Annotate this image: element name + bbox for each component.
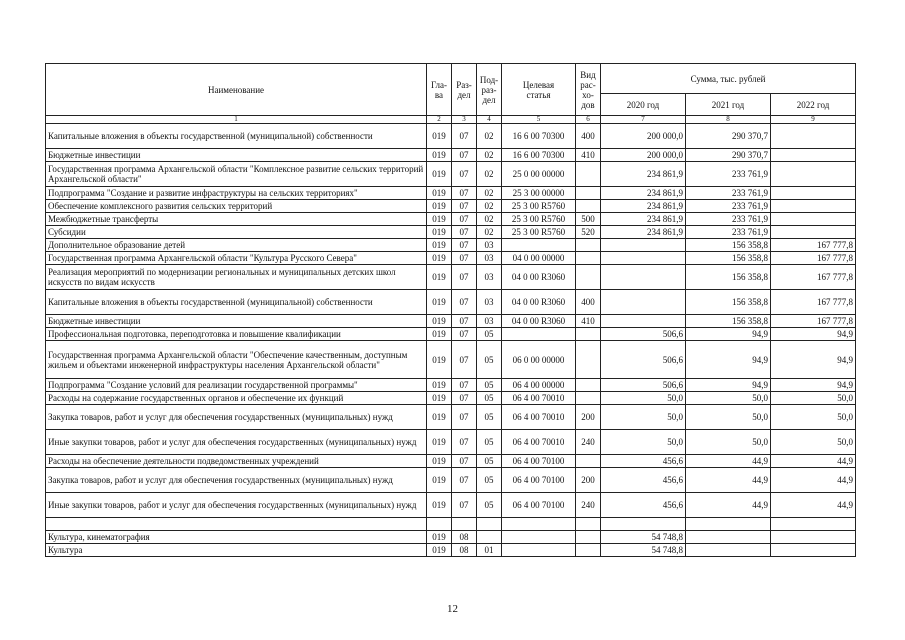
row-vid-raskhodov: 410 (576, 149, 601, 162)
row-name: Межбюджетные трансферты (46, 213, 427, 226)
row-sum-2020: 234 861,9 (601, 200, 686, 213)
row-sum-2021: 156 358,8 (686, 239, 771, 252)
row-sum-2022: 94,9 (771, 328, 856, 341)
row-vid-raskhodov (576, 200, 601, 213)
row-sum-2020 (601, 252, 686, 265)
table-row (46, 239, 856, 252)
row-glava: 019 (427, 200, 452, 213)
row-name: Обеспечение комплексного развития сельских территорий (46, 200, 427, 213)
row-sum-2020: 456,6 (601, 493, 686, 518)
row-tselevaya-statya: 16 6 00 70300 (502, 149, 576, 162)
row-sum-2022: 94,9 (771, 341, 856, 379)
row-name: Расходы на содержание государственных органов и обеспечение их функций (46, 392, 427, 405)
row-vid-raskhodov: 240 (576, 493, 601, 518)
row-sum-2021 (686, 531, 771, 544)
row-glava: 019 (427, 265, 452, 290)
row-glava: 019 (427, 531, 452, 544)
row-sum-2020: 50,0 (601, 430, 686, 455)
row-sum-2020: 50,0 (601, 405, 686, 430)
row-razdel: 07 (452, 124, 477, 149)
row-sum-2022 (771, 149, 856, 162)
header-row-top (46, 64, 856, 94)
row-tselevaya-statya: 04 0 00 R3060 (502, 315, 576, 328)
row-sum-2020 (601, 518, 686, 531)
row-razdel: 07 (452, 430, 477, 455)
row-sum-2022 (771, 200, 856, 213)
row-tselevaya-statya: 04 0 00 00000 (502, 252, 576, 265)
row-name: Государственная программа Архангельской области "Обеспечение качественным, доступным жильем и объектами инженерной инфраструктуры населения Архангельской области" (46, 341, 427, 379)
row-sum-2020 (601, 315, 686, 328)
row-podrazdel: 03 (477, 265, 502, 290)
row-sum-2022: 44,9 (771, 493, 856, 518)
row-vid-raskhodov: 240 (576, 430, 601, 455)
row-glava: 019 (427, 149, 452, 162)
row-sum-2022 (771, 518, 856, 531)
row-name: Расходы на обеспечение деятельности подведомственных учреждений (46, 455, 427, 468)
row-sum-2022: 44,9 (771, 468, 856, 493)
row-tselevaya-statya (502, 518, 576, 531)
row-sum-2020: 234 861,9 (601, 187, 686, 200)
column-index: 4 (477, 116, 502, 124)
row-glava: 019 (427, 328, 452, 341)
row-podrazdel: 02 (477, 226, 502, 239)
row-name (46, 518, 427, 531)
row-razdel: 07 (452, 187, 477, 200)
row-glava: 019 (427, 430, 452, 455)
column-index: 9 (771, 116, 856, 124)
row-glava: 019 (427, 162, 452, 187)
row-vid-raskhodov (576, 187, 601, 200)
row-sum-2022: 50,0 (771, 405, 856, 430)
row-sum-2021: 156 358,8 (686, 265, 771, 290)
table-row (46, 213, 856, 226)
row-sum-2020: 456,6 (601, 455, 686, 468)
row-name: Закупка товаров, работ и услуг для обеспечения государственных (муниципальных) нужд (46, 468, 427, 493)
row-glava: 019 (427, 392, 452, 405)
row-glava: 019 (427, 239, 452, 252)
row-podrazdel: 02 (477, 213, 502, 226)
table-row (46, 124, 856, 149)
row-tselevaya-statya (502, 239, 576, 252)
row-name: Дополнительное образование детей (46, 239, 427, 252)
header-year-2020: 2020 год (601, 94, 686, 116)
row-sum-2021: 290 370,7 (686, 124, 771, 149)
row-razdel: 07 (452, 149, 477, 162)
table-row (46, 405, 856, 430)
row-razdel: 07 (452, 341, 477, 379)
table-body (46, 124, 856, 557)
row-vid-raskhodov: 400 (576, 124, 601, 149)
row-name: Капитальные вложения в объекты государственной (муниципальной) собственности (46, 124, 427, 149)
column-index: 2 (427, 116, 452, 124)
row-podrazdel: 03 (477, 315, 502, 328)
row-razdel: 07 (452, 213, 477, 226)
row-name: Иные закупки товаров, работ и услуг для обеспечения государственных (муниципальных) нужд (46, 493, 427, 518)
table-row (46, 544, 856, 557)
row-razdel: 07 (452, 162, 477, 187)
row-sum-2021: 233 761,9 (686, 162, 771, 187)
row-podrazdel: 05 (477, 493, 502, 518)
row-glava: 019 (427, 544, 452, 557)
row-vid-raskhodov (576, 252, 601, 265)
row-sum-2020: 200 000,0 (601, 149, 686, 162)
row-sum-2022 (771, 226, 856, 239)
table-row (46, 531, 856, 544)
row-tselevaya-statya: 06 4 00 70010 (502, 430, 576, 455)
row-podrazdel: 05 (477, 455, 502, 468)
table-row (46, 200, 856, 213)
row-vid-raskhodov (576, 531, 601, 544)
row-sum-2020: 50,0 (601, 392, 686, 405)
row-podrazdel: 03 (477, 290, 502, 315)
row-sum-2022: 44,9 (771, 455, 856, 468)
row-sum-2022 (771, 162, 856, 187)
row-razdel: 08 (452, 544, 477, 557)
row-glava: 019 (427, 213, 452, 226)
row-razdel: 07 (452, 468, 477, 493)
row-tselevaya-statya: 06 0 00 00000 (502, 341, 576, 379)
table-row (46, 379, 856, 392)
row-name: Культура (46, 544, 427, 557)
header-year-2022: 2022 год (771, 94, 856, 116)
row-vid-raskhodov: 520 (576, 226, 601, 239)
row-sum-2022 (771, 187, 856, 200)
row-razdel: 07 (452, 379, 477, 392)
row-name: Субсидии (46, 226, 427, 239)
row-razdel: 07 (452, 252, 477, 265)
row-sum-2021: 290 370,7 (686, 149, 771, 162)
row-sum-2020: 54 748,8 (601, 531, 686, 544)
row-vid-raskhodov: 200 (576, 468, 601, 493)
row-glava: 019 (427, 252, 452, 265)
header-tselevaya-statya: Целевая статья (502, 64, 576, 116)
row-podrazdel (477, 531, 502, 544)
row-sum-2021: 233 761,9 (686, 226, 771, 239)
row-sum-2022 (771, 213, 856, 226)
budget-table (45, 63, 856, 557)
row-vid-raskhodov: 500 (576, 213, 601, 226)
row-sum-2021: 50,0 (686, 430, 771, 455)
row-glava: 019 (427, 315, 452, 328)
row-razdel: 07 (452, 493, 477, 518)
row-name: Капитальные вложения в объекты государственной (муниципальной) собственности (46, 290, 427, 315)
row-sum-2022: 94,9 (771, 379, 856, 392)
row-name: Иные закупки товаров, работ и услуг для обеспечения государственных (муниципальных) нужд (46, 430, 427, 455)
table-row (46, 518, 856, 531)
row-vid-raskhodov (576, 518, 601, 531)
row-tselevaya-statya: 25 0 00 00000 (502, 162, 576, 187)
header-podrazdel: Под- раз- дел (477, 64, 502, 116)
row-sum-2021: 233 761,9 (686, 200, 771, 213)
row-tselevaya-statya: 04 0 00 R3060 (502, 265, 576, 290)
row-sum-2020: 234 861,9 (601, 162, 686, 187)
row-sum-2022: 167 777,8 (771, 252, 856, 265)
table-row (46, 468, 856, 493)
row-tselevaya-statya: 06 4 00 70010 (502, 405, 576, 430)
row-tselevaya-statya: 06 4 00 70100 (502, 455, 576, 468)
row-glava: 019 (427, 493, 452, 518)
table-row (46, 315, 856, 328)
column-index: 8 (686, 116, 771, 124)
row-sum-2022 (771, 544, 856, 557)
row-sum-2021: 156 358,8 (686, 290, 771, 315)
row-podrazdel: 02 (477, 149, 502, 162)
row-glava: 019 (427, 341, 452, 379)
row-tselevaya-statya: 25 3 00 R5760 (502, 200, 576, 213)
header-name: Наименование (46, 64, 427, 116)
row-glava: 019 (427, 468, 452, 493)
row-name: Государственная программа Архангельской области "Комплексное развитие сельских территорий Архангельской области" (46, 162, 427, 187)
row-podrazdel (477, 518, 502, 531)
row-razdel: 08 (452, 531, 477, 544)
row-tselevaya-statya: 06 4 00 70100 (502, 493, 576, 518)
row-podrazdel: 01 (477, 544, 502, 557)
row-podrazdel: 02 (477, 187, 502, 200)
row-razdel (452, 518, 477, 531)
row-podrazdel: 05 (477, 405, 502, 430)
row-sum-2020: 506,6 (601, 379, 686, 392)
row-glava: 019 (427, 290, 452, 315)
table-row (46, 430, 856, 455)
row-sum-2022: 50,0 (771, 430, 856, 455)
row-podrazdel: 05 (477, 430, 502, 455)
row-name: Подпрограмма "Создание и развитие инфраструктуры на сельских территориях" (46, 187, 427, 200)
row-tselevaya-statya: 04 0 00 R3060 (502, 290, 576, 315)
row-name: Подпрограмма "Создание условий для реализации государственной программы" (46, 379, 427, 392)
row-vid-raskhodov (576, 544, 601, 557)
row-podrazdel: 05 (477, 468, 502, 493)
header-razdel: Раз- дел (452, 64, 477, 116)
row-vid-raskhodov (576, 392, 601, 405)
row-vid-raskhodov: 400 (576, 290, 601, 315)
row-sum-2021: 94,9 (686, 341, 771, 379)
row-sum-2021: 50,0 (686, 392, 771, 405)
row-vid-raskhodov (576, 455, 601, 468)
column-index: 7 (601, 116, 686, 124)
table-row (46, 493, 856, 518)
row-vid-raskhodov (576, 341, 601, 379)
row-sum-2021 (686, 518, 771, 531)
header-year-2021: 2021 год (686, 94, 771, 116)
row-sum-2021: 50,0 (686, 405, 771, 430)
row-vid-raskhodov (576, 265, 601, 290)
row-razdel: 07 (452, 315, 477, 328)
row-sum-2021: 94,9 (686, 379, 771, 392)
row-tselevaya-statya (502, 328, 576, 341)
row-tselevaya-statya (502, 544, 576, 557)
row-razdel: 07 (452, 290, 477, 315)
column-index: 6 (576, 116, 601, 124)
table-row (46, 265, 856, 290)
row-name: Бюджетные инвестиции (46, 315, 427, 328)
row-razdel: 07 (452, 392, 477, 405)
row-sum-2022: 167 777,8 (771, 290, 856, 315)
row-glava: 019 (427, 226, 452, 239)
row-sum-2020 (601, 290, 686, 315)
table-row (46, 455, 856, 468)
row-name: Культура, кинематография (46, 531, 427, 544)
row-podrazdel: 05 (477, 379, 502, 392)
row-razdel: 07 (452, 226, 477, 239)
table-row (46, 187, 856, 200)
row-glava: 019 (427, 379, 452, 392)
row-vid-raskhodov (576, 328, 601, 341)
table-row (46, 392, 856, 405)
table-row (46, 149, 856, 162)
row-razdel: 07 (452, 239, 477, 252)
row-tselevaya-statya: 25 3 00 R5760 (502, 226, 576, 239)
row-tselevaya-statya (502, 531, 576, 544)
table-row (46, 328, 856, 341)
row-sum-2020: 234 861,9 (601, 213, 686, 226)
row-sum-2022: 167 777,8 (771, 265, 856, 290)
row-vid-raskhodov (576, 239, 601, 252)
row-sum-2020: 200 000,0 (601, 124, 686, 149)
row-razdel: 07 (452, 405, 477, 430)
row-podrazdel: 03 (477, 239, 502, 252)
row-sum-2021: 44,9 (686, 468, 771, 493)
row-sum-2020: 54 748,8 (601, 544, 686, 557)
row-sum-2022 (771, 124, 856, 149)
row-podrazdel: 05 (477, 341, 502, 379)
row-sum-2021: 233 761,9 (686, 213, 771, 226)
row-sum-2021: 44,9 (686, 493, 771, 518)
row-glava: 019 (427, 455, 452, 468)
header-vid-raskhodov: Вид рас- хо- дов (576, 64, 601, 116)
row-name: Государственная программа Архангельской области "Культура Русского Севера" (46, 252, 427, 265)
row-name: Бюджетные инвестиции (46, 149, 427, 162)
row-podrazdel: 02 (477, 162, 502, 187)
row-vid-raskhodov: 200 (576, 405, 601, 430)
row-sum-2020: 506,6 (601, 328, 686, 341)
row-name: Профессиональная подготовка, переподготовка и повышение квалификации (46, 328, 427, 341)
row-podrazdel: 05 (477, 328, 502, 341)
row-podrazdel: 05 (477, 392, 502, 405)
row-glava: 019 (427, 187, 452, 200)
row-vid-raskhodov (576, 379, 601, 392)
row-razdel: 07 (452, 328, 477, 341)
row-sum-2021: 156 358,8 (686, 315, 771, 328)
row-podrazdel: 03 (477, 252, 502, 265)
table-row (46, 252, 856, 265)
row-sum-2020 (601, 265, 686, 290)
row-tselevaya-statya: 16 6 00 70300 (502, 124, 576, 149)
row-vid-raskhodov (576, 162, 601, 187)
column-index-row (46, 116, 856, 124)
row-sum-2021: 156 358,8 (686, 252, 771, 265)
page-number: 12 (447, 603, 458, 615)
row-podrazdel: 02 (477, 200, 502, 213)
column-index: 1 (46, 116, 427, 124)
row-razdel: 07 (452, 265, 477, 290)
row-sum-2020: 234 861,9 (601, 226, 686, 239)
header-glava: Гла- ва (427, 64, 452, 116)
row-sum-2020 (601, 239, 686, 252)
row-glava: 019 (427, 405, 452, 430)
column-index: 3 (452, 116, 477, 124)
row-tselevaya-statya: 25 3 00 R5760 (502, 213, 576, 226)
row-glava (427, 518, 452, 531)
row-tselevaya-statya: 06 4 00 70100 (502, 468, 576, 493)
row-name: Закупка товаров, работ и услуг для обеспечения государственных (муниципальных) нужд (46, 405, 427, 430)
row-sum-2022 (771, 531, 856, 544)
row-sum-2020: 506,6 (601, 341, 686, 379)
row-sum-2021 (686, 544, 771, 557)
row-name: Реализация мероприятий по модернизации региональных и муниципальных детских школ искусств по видам искусств (46, 265, 427, 290)
row-tselevaya-statya: 06 4 00 70010 (502, 392, 576, 405)
row-podrazdel: 02 (477, 124, 502, 149)
row-sum-2022: 167 777,8 (771, 239, 856, 252)
header-summa: Сумма, тыс. рублей (601, 64, 856, 94)
row-glava: 019 (427, 124, 452, 149)
row-sum-2021: 233 761,9 (686, 187, 771, 200)
row-razdel: 07 (452, 200, 477, 213)
row-razdel: 07 (452, 455, 477, 468)
table-row (46, 290, 856, 315)
table-row (46, 162, 856, 187)
row-tselevaya-statya: 25 3 00 00000 (502, 187, 576, 200)
table-row (46, 226, 856, 239)
row-sum-2022: 50,0 (771, 392, 856, 405)
row-sum-2022: 167 777,8 (771, 315, 856, 328)
column-index: 5 (502, 116, 576, 124)
row-sum-2021: 94,9 (686, 328, 771, 341)
row-vid-raskhodov: 410 (576, 315, 601, 328)
row-sum-2020: 456,6 (601, 468, 686, 493)
table-row (46, 341, 856, 379)
row-sum-2021: 44,9 (686, 455, 771, 468)
row-tselevaya-statya: 06 4 00 00000 (502, 379, 576, 392)
